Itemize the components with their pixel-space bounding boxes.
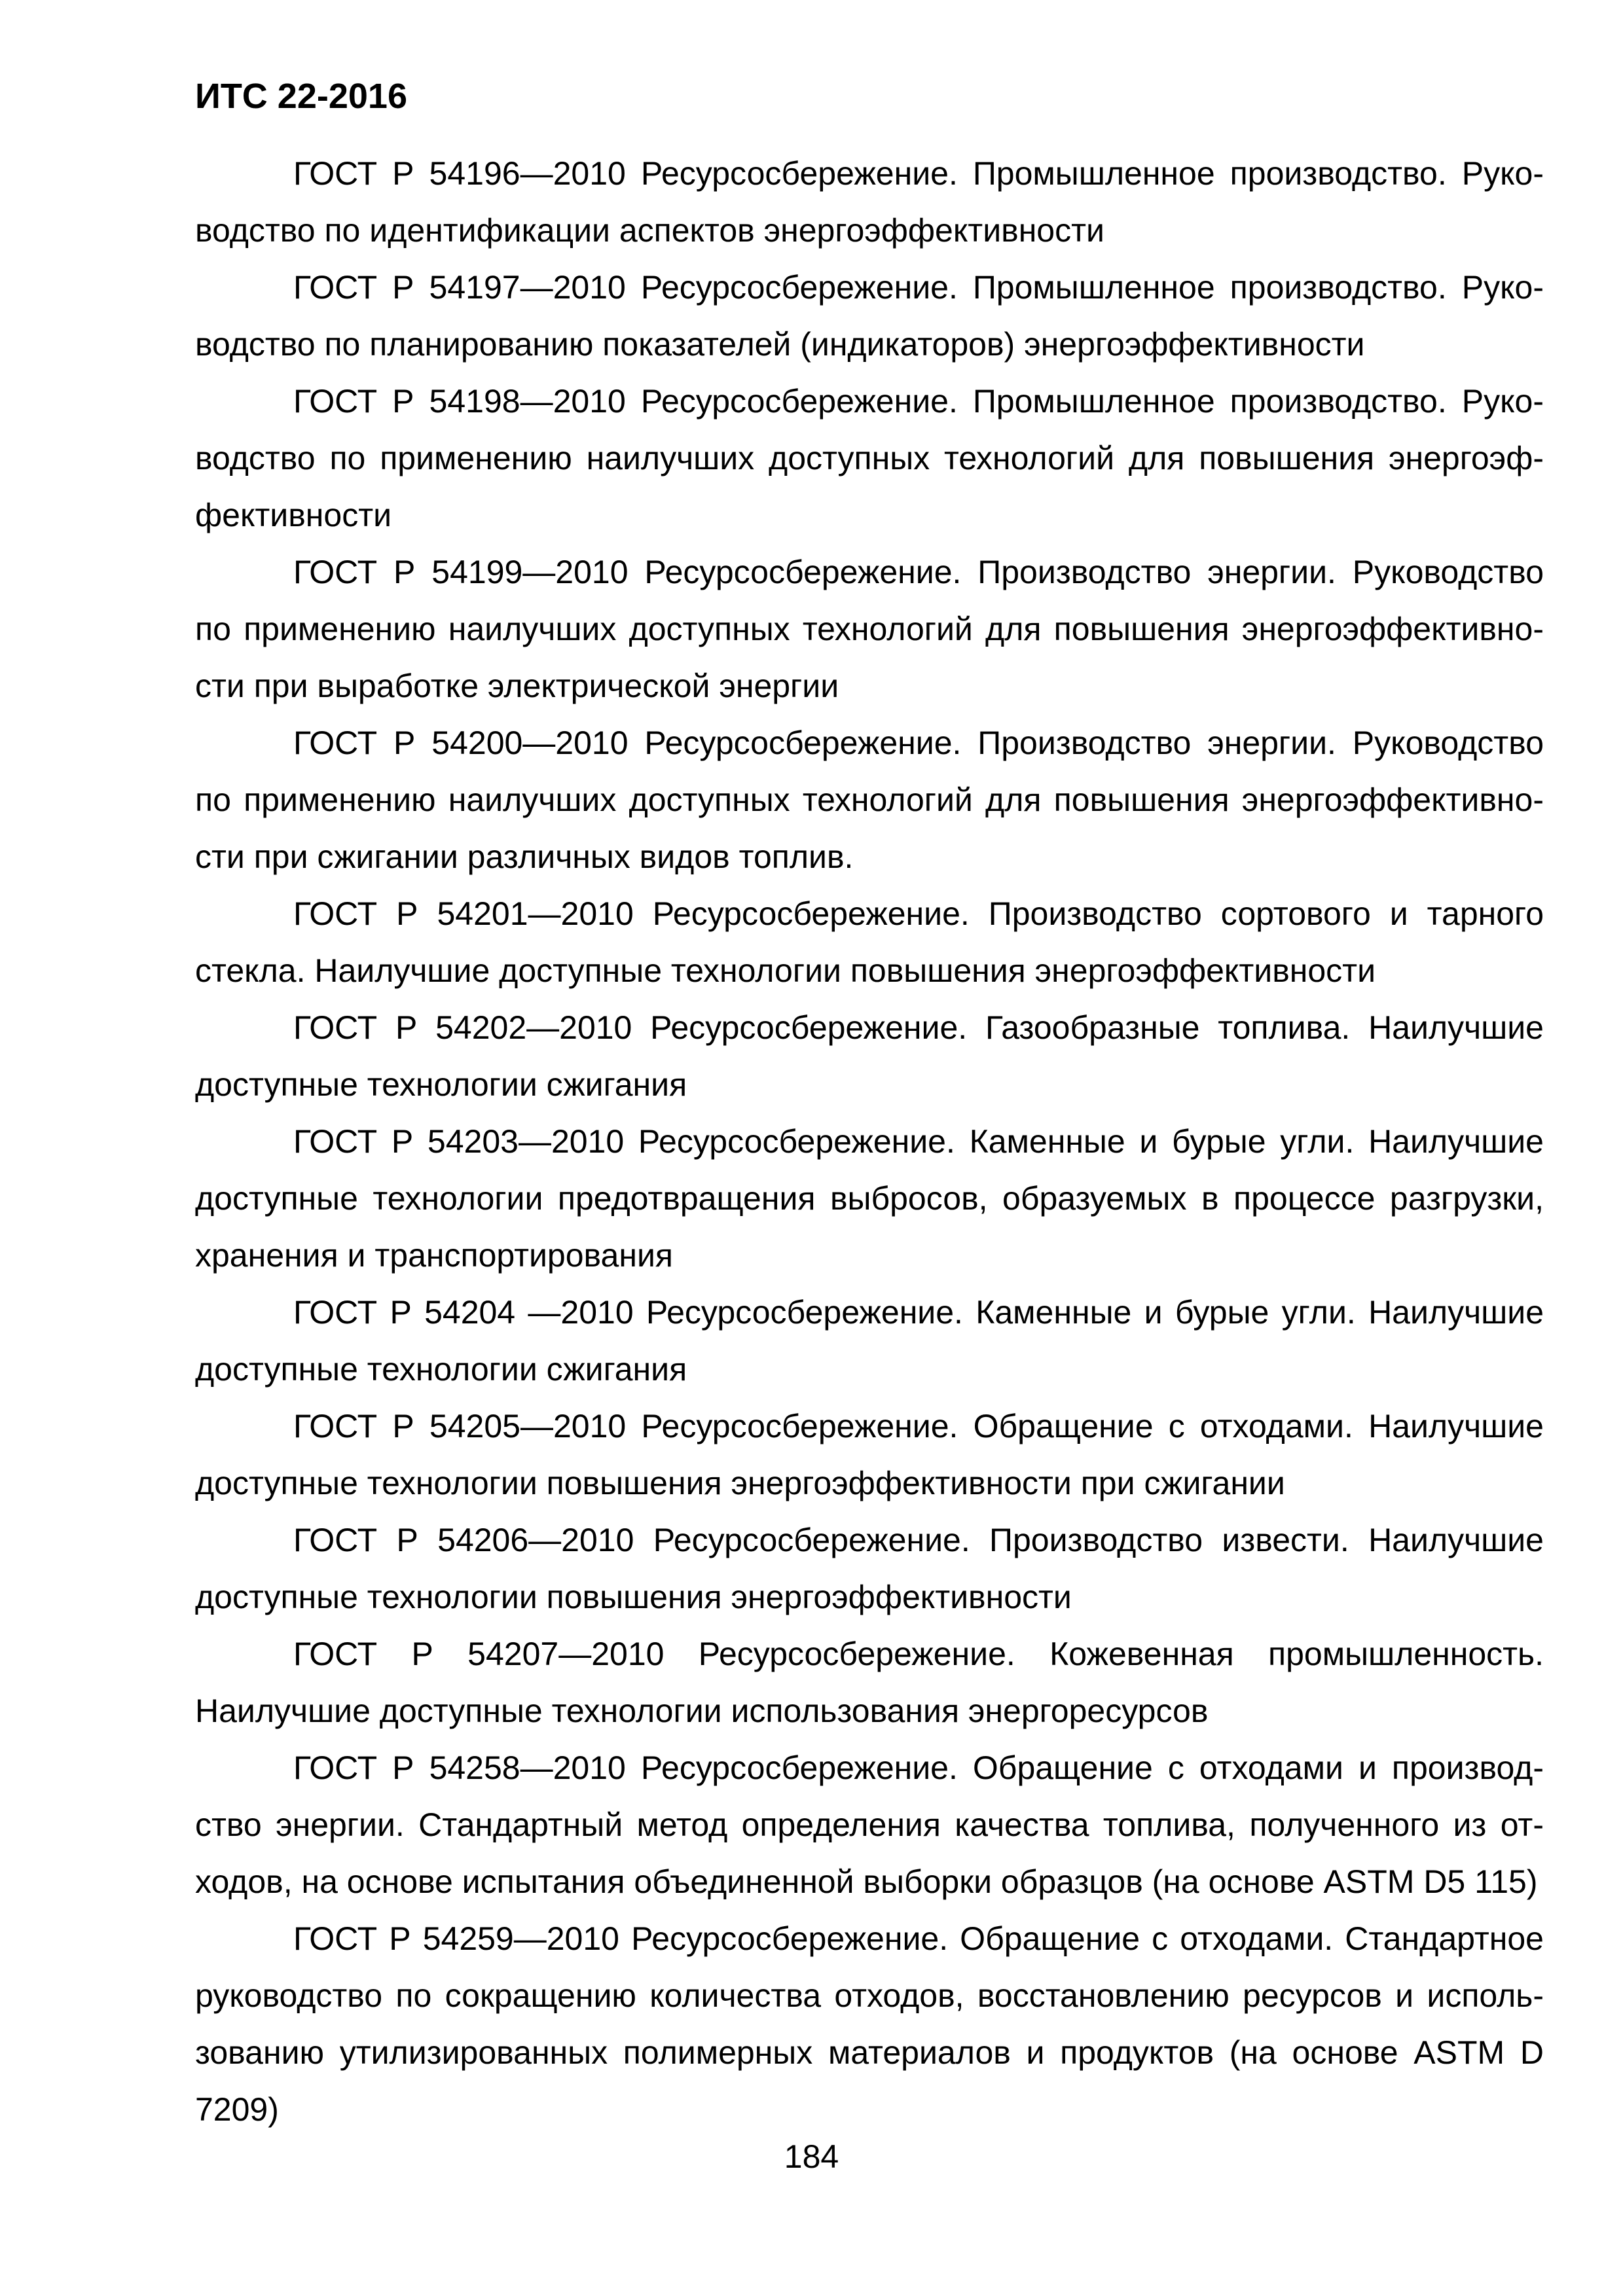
standard-entry-54207: ГОСТ Р 54207—2010 Ресурсосбережение. Кожевенная промышленность. Наилучшие доступные технологии использования энергоресурсов — [195, 1636, 1544, 1729]
standard-entry-54205: ГОСТ Р 54205—2010 Ресурсосбережение. Обращение с отходами. Наилучшие доступные технологии повышения энергоэффективности при сжигании — [195, 1408, 1544, 1501]
document-code-header: ИТС 22-2016 — [195, 77, 407, 116]
standard-entry-54259: ГОСТ Р 54259—2010 Ресурсосбережение. Обращение с отходами. Стандартное руководство по сокращению количества отходов, восстановлению ресурсов и использованию утилизированных полимерных материалов и продуктов (на основе ASTM D 7209) — [195, 1920, 1544, 2128]
standard-entry-54204: ГОСТ Р 54204 —2010 Ресурсосбережение. Каменные и бурые угли. Наилучшие доступные технологии сжигания — [195, 1294, 1544, 1388]
standard-entry-54258: ГОСТ Р 54258—2010 Ресурсосбережение. Обращение с отходами и производство энергии. Стандартный метод определения качества топлива, полученного из отходов, на основе испытания объединенной выборки образцов (на основе ASTM D5 115) — [195, 1749, 1544, 1900]
standard-entry-54203: ГОСТ Р 54203—2010 Ресурсосбережение. Каменные и бурые угли. Наилучшие доступные технологии предотвращения выбросов, образуемых в процессе разгрузки, хранения и транспортирования — [195, 1123, 1544, 1274]
standard-entry-54198: ГОСТ Р 54198—2010 Ресурсосбережение. Промышленное производство. Руководство по применению наилучших доступных технологий для повышения энергоэффективности — [195, 383, 1544, 533]
page-number: 184 — [784, 2138, 839, 2175]
standards-list — [195, 145, 1544, 2138]
standard-entry-54206: ГОСТ Р 54206—2010 Ресурсосбережение. Производство извести. Наилучшие доступные технологии повышения энергоэффективности — [195, 1522, 1544, 1615]
standard-entry-54200: ГОСТ Р 54200—2010 Ресурсосбережение. Производство энергии. Руководство по применению наилучших доступных технологий для повышения энергоэффективности при сжигании различных видов топлив. — [195, 725, 1544, 875]
standard-entry-54199: ГОСТ Р 54199—2010 Ресурсосбережение. Производство энергии. Руководство по применению наилучших доступных технологий для повышения энергоэффективности при выработке электрической энергии — [195, 554, 1544, 704]
standard-entry-54196: ГОСТ Р 54196—2010 Ресурсосбережение. Промышленное производство. Руководство по идентификации аспектов энергоэффективности — [195, 155, 1544, 249]
standard-entry-54201: ГОСТ Р 54201—2010 Ресурсосбережение. Производство сортового и тарного стекла. Наилучшие доступные технологии повышения энергоэффективности — [195, 895, 1544, 989]
standard-entry-54197: ГОСТ Р 54197—2010 Ресурсосбережение. Промышленное производство. Руководство по планированию показателей (индикаторов) энергоэффективности — [195, 269, 1544, 363]
standard-entry-54202: ГОСТ Р 54202—2010 Ресурсосбережение. Газообразные топлива. Наилучшие доступные технологии сжигания — [195, 1009, 1544, 1103]
